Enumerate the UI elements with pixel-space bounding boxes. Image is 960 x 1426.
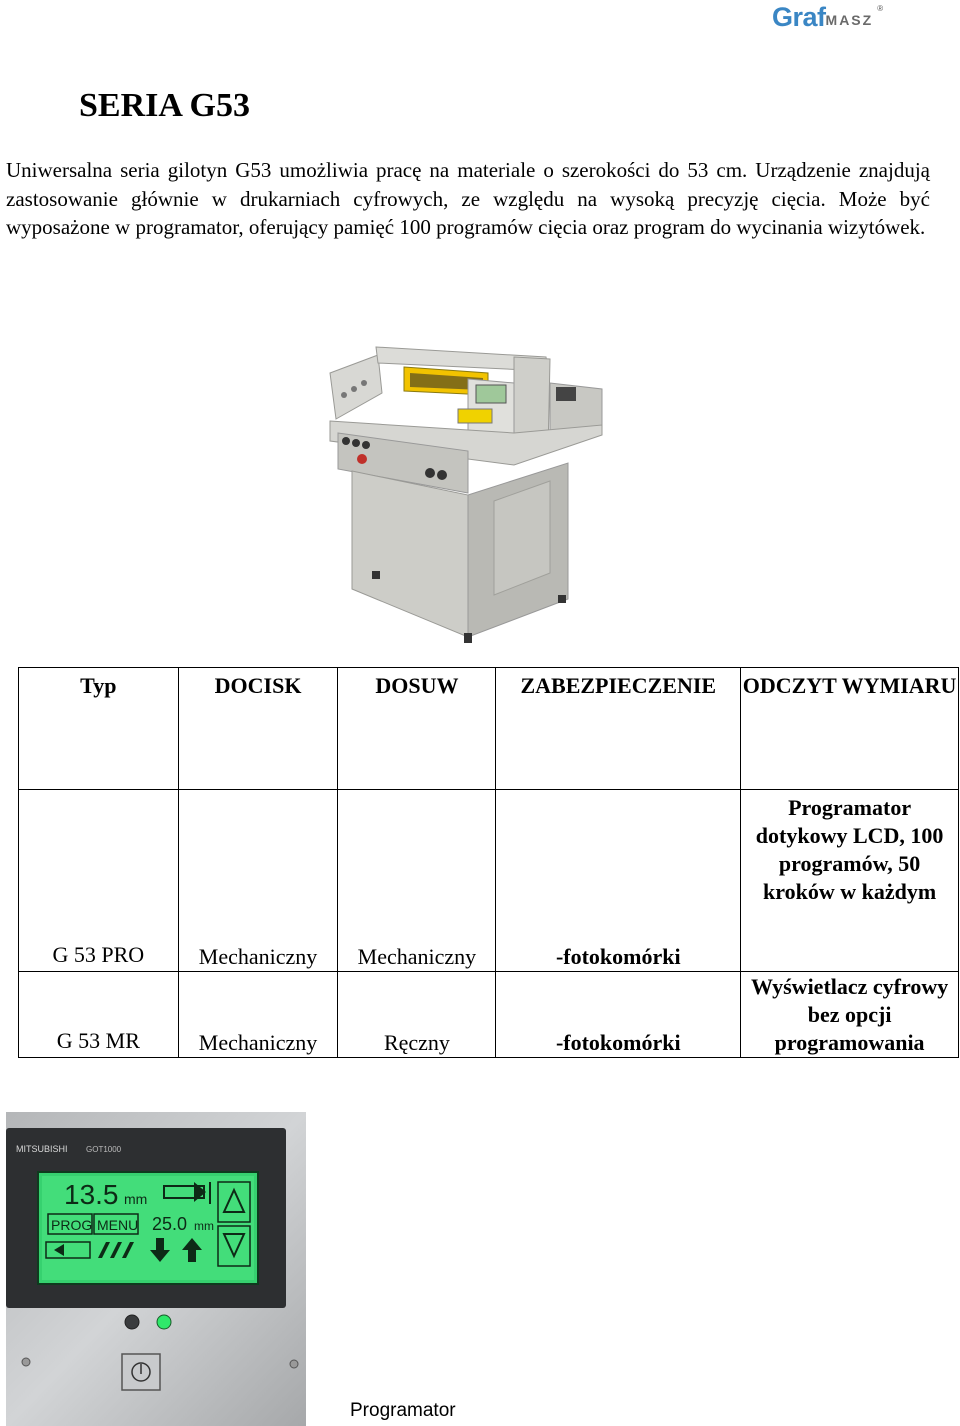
page-title: SERIA G53 (79, 87, 250, 124)
header-typ: Typ (19, 668, 179, 790)
table-row (19, 790, 959, 972)
header-zabezpieczenie: ZABEZPIECZENIE (496, 668, 741, 790)
guillotine-machine-photo (318, 333, 610, 645)
screw-icon (22, 1358, 30, 1366)
header-docisk: DOCISK (178, 668, 338, 790)
header-dosuw: DOSUW (338, 668, 496, 790)
cell-odczyt: Wyświetlacz cyfrowy bez opcji programowania (741, 972, 959, 1058)
cell-dosuw: Mechaniczny (338, 790, 496, 972)
lcd-second-value: 25.0 (152, 1214, 188, 1234)
cell-odczyt: Programator dotykowy LCD, 100 programów, 50 kroków w każdym (741, 790, 959, 972)
cell-zabezpieczenie: -fotokomórki (496, 790, 741, 972)
lcd-second-unit: mm (194, 1219, 214, 1233)
cell-docisk: Mechaniczny (178, 972, 338, 1058)
cell-dosuw: Ręczny (338, 972, 496, 1058)
table-row (19, 972, 959, 1058)
lcd-main-unit: mm (124, 1191, 148, 1207)
spec-table (18, 667, 959, 1058)
cell-zabezpieczenie: -fotokomórki (496, 972, 741, 1058)
lcd-main-value: 13.5 (64, 1179, 119, 1210)
logo-graf-text: Graf (772, 2, 826, 32)
header-odczyt-wymiaru: ODCZYT WYMIARU (741, 668, 959, 790)
intro-paragraph: Uniwersalna seria gilotyn G53 umożliwia pracę na materiale o szerokości do 53 cm. Urządzenie znajdują zastosowanie głównie w drukarniach cyfrowych, ze względu na wysoką precyzję cięcia. Może być wyposażone w programator, oferujący pamięć 100 programów cięcia oraz program do wycinania wizytówek. (6, 158, 930, 239)
screw-icon (290, 1360, 298, 1368)
programator-panel-photo (6, 1112, 306, 1426)
indicator-led-green (157, 1315, 171, 1329)
cell-typ: G 53 MR (19, 972, 179, 1058)
cell-typ: G 53 PRO (19, 790, 179, 972)
lcd-prog-label: PROG (51, 1217, 93, 1233)
cell-docisk: Mechaniczny (178, 790, 338, 972)
logo-masz-text: MASZ (825, 12, 874, 28)
lcd-brand: MITSUBISHI (16, 1144, 68, 1154)
grafmasz-logo (772, 2, 884, 34)
indicator-led-off (125, 1315, 139, 1329)
table-header-row (19, 668, 959, 790)
lcd-menu-label: MENU (97, 1217, 139, 1233)
lcd-model: GOT1000 (86, 1145, 122, 1154)
programator-caption: Programator (350, 1400, 456, 1421)
logo-registered-mark: ® (877, 4, 884, 13)
